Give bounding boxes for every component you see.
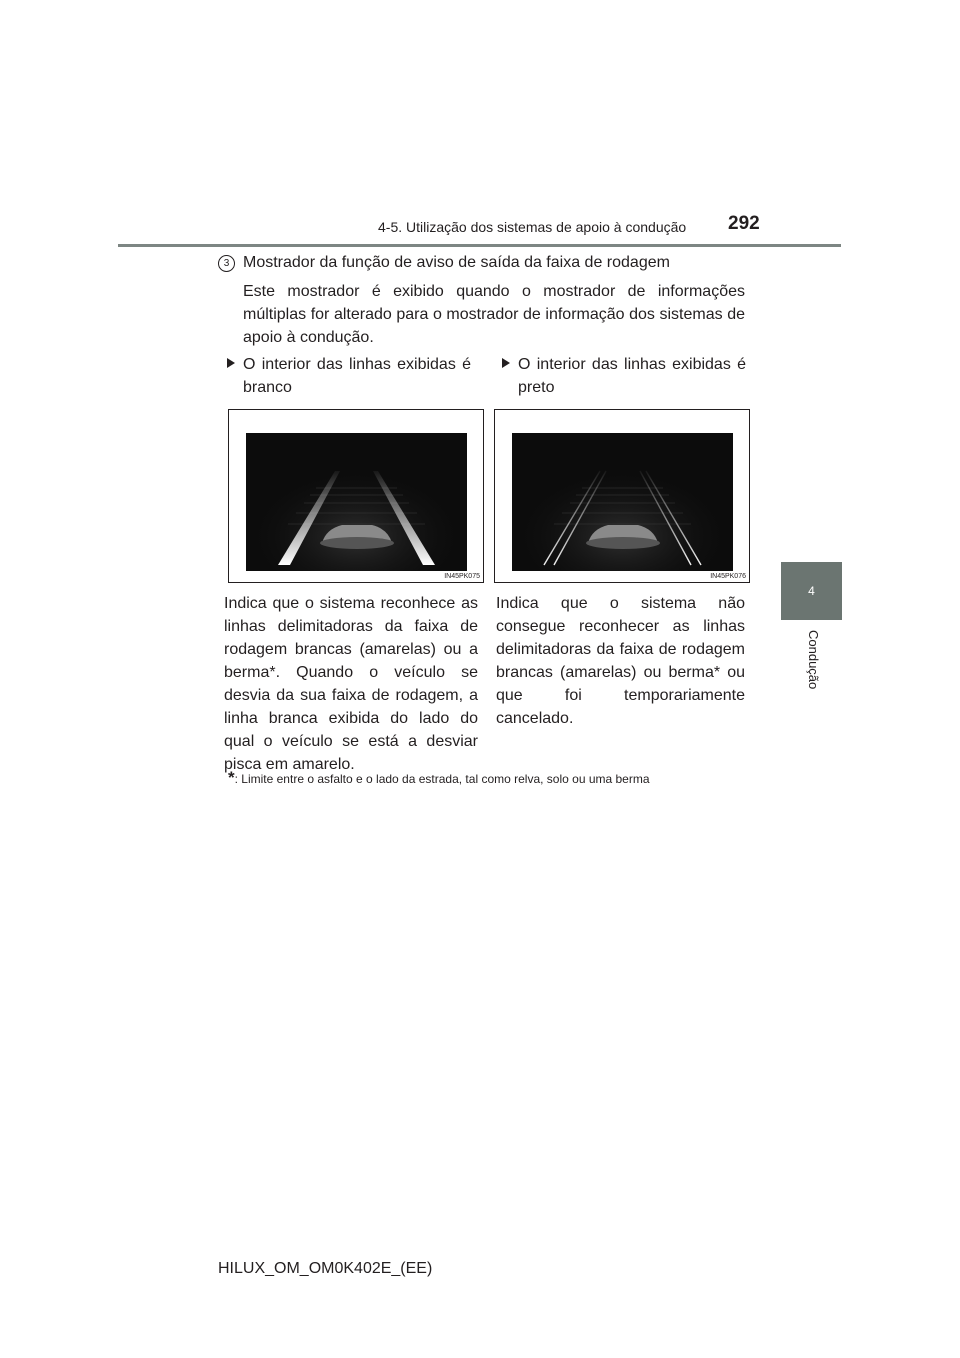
header-rule <box>118 244 841 247</box>
display-screen <box>246 433 467 571</box>
bullet-arrow-icon <box>227 358 235 368</box>
footnote-text: : Limite entre o asfalto e o lado da estrada, tal como relva, solo ou uma berma <box>234 772 650 786</box>
caption-black-lines: Indica que o sistema não consegue reconhecer as linhas delimitadoras da faixa de rodagem brancas (amarelas) ou berma* ou que foi temporariamente cancelado. <box>496 595 745 727</box>
bullet-arrow-icon <box>502 358 510 368</box>
section-title: 4-5. Utilização dos sistemas de apoio à condução <box>378 219 687 235</box>
item-number-badge: 3 <box>218 255 235 272</box>
column-heading-white <box>243 353 471 399</box>
chapter-label-wrapper <box>803 630 823 700</box>
footnote <box>228 769 745 788</box>
column-heading-black <box>518 353 746 399</box>
chapter-label: Condução <box>806 630 821 690</box>
lane-display-illustration <box>246 433 467 571</box>
caption-white-lines: Indica que o sistema reconhece as linhas delimitadoras da faixa de rodagem brancas (amarelas) ou a berma*. Quando o veículo se desvia da sua faixa de rodagem, a linha branca exibida do lado do qual o veículo se está a desviar pisca em amarelo. <box>224 595 478 773</box>
item-title: Mostrador da função de aviso de saída da faixa de rodagem <box>243 254 670 271</box>
page-number: 292 <box>728 213 760 234</box>
figure-code: IN45PK075 <box>444 573 480 580</box>
item-description: Este mostrador é exibido quando o mostrador de informações múltiplas for alterado para o mostrador de informação dos sistemas de apoio à condução. <box>243 283 745 346</box>
column-heading-text: O interior das linhas exibidas é preto <box>518 356 746 396</box>
figure-white-lines <box>228 409 484 583</box>
chapter-tab[interactable] <box>781 562 842 620</box>
figure-black-lines <box>494 409 750 583</box>
lane-display-illustration <box>512 433 733 571</box>
display-screen <box>512 433 733 571</box>
figure-code: IN45PK076 <box>710 573 746 580</box>
column-heading-text: O interior das linhas exibidas é branco <box>243 356 471 396</box>
document-id: HILUX_OM_OM0K402E_(EE) <box>218 1260 433 1277</box>
footnote-marker: * <box>228 768 235 787</box>
chapter-number: 4 <box>808 584 815 598</box>
